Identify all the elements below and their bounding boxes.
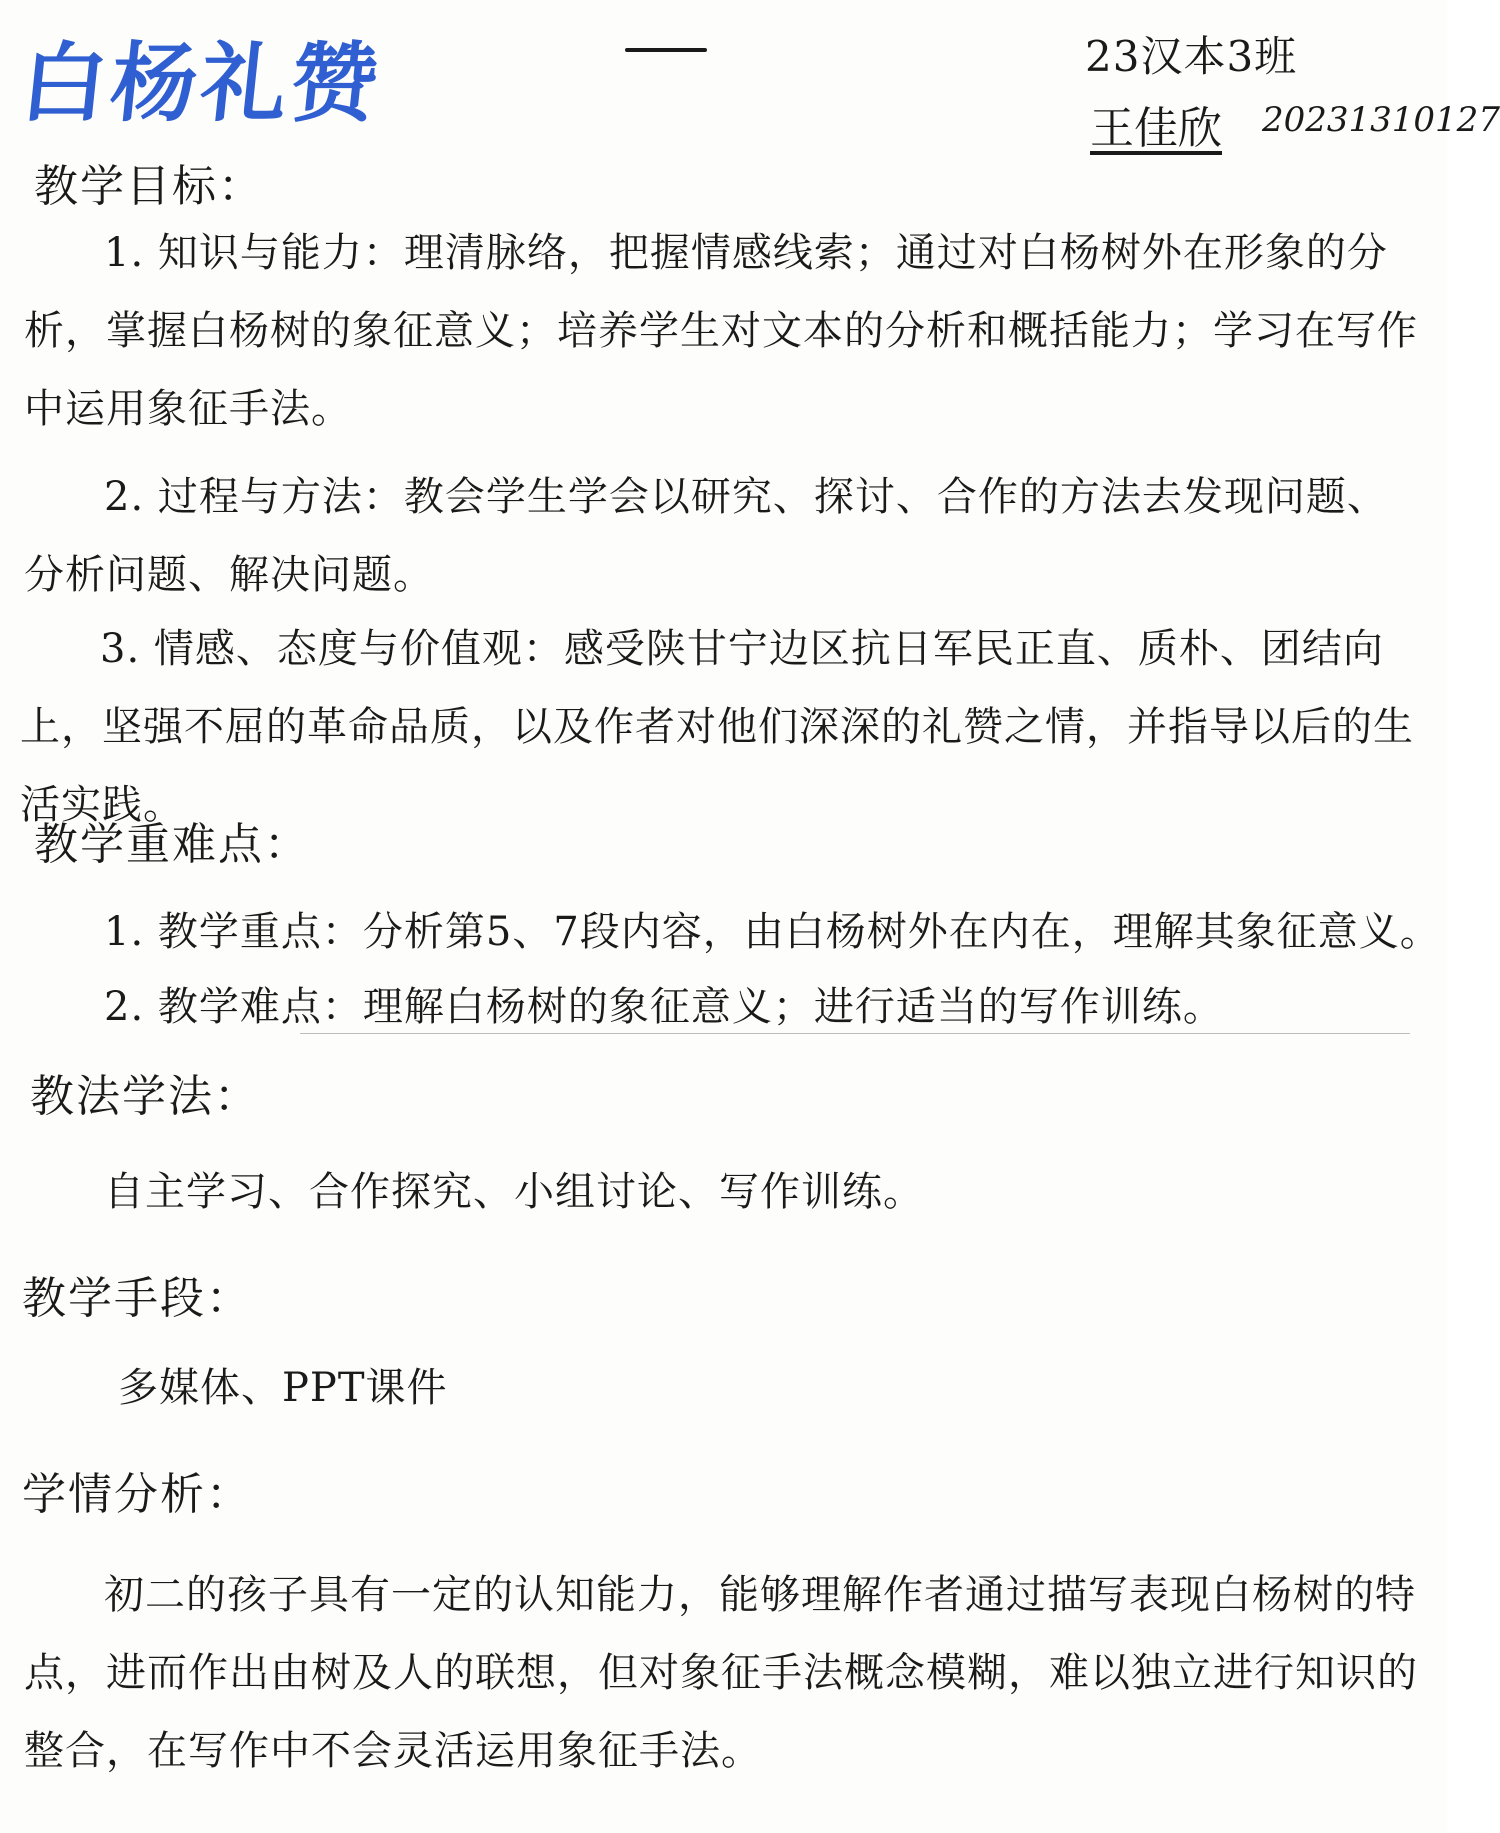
student-name: 王佳欣 [1090, 103, 1222, 154]
objectives-heading: 教学目标： [34, 161, 264, 212]
underline-rule [300, 1033, 1410, 1034]
analysis-content: 初二的孩子具有一定的认知能力，能够理解作者通过描写表现白杨树的特点，进而作出由树及人的联想，但对象征手法概念模糊，难以独立进行知识的整合，在写作中不会灵活运用象征手法。 [24, 1572, 1418, 1774]
title-dash [625, 48, 707, 52]
objective-item-1: 1. 知识与能力：理清脉络，把握情感线索；通过对白杨树外在形象的分析，掌握白杨树的象征意义；培养学生对文本的分析和概括能力；学习在写作中运用象征手法。 [24, 230, 1418, 432]
key-point-item-1: 1. 教学重点：分析第5、7段内容，由白杨树外在内在，理解其象征意义。 [104, 909, 1441, 955]
objective-item-3: 3. 情感、态度与价值观：感受陕甘宁边区抗日军民正直、质朴、团结向上，坚强不屈的革命品质，以及作者对他们深深的礼赞之情，并指导以后的生活实践。 [20, 626, 1414, 828]
methods-heading: 教法学法： [30, 1071, 260, 1122]
student-id: 20231310127 [1262, 100, 1500, 140]
methods-content: 自主学习、合作探究、小组讨论、写作训练。 [104, 1169, 924, 1215]
key-point-item-2: 2. 教学难点：理解白杨树的象征意义；进行适当的写作训练。 [104, 984, 1224, 1030]
class-name: 23汉本3班 [1085, 32, 1298, 81]
analysis-heading: 学情分析： [22, 1469, 252, 1520]
means-heading: 教学手段： [22, 1273, 252, 1324]
means-content: 多媒体、PPT课件 [118, 1365, 448, 1411]
page-title: 白杨礼赞 [15, 34, 387, 134]
objective-item-2: 2. 过程与方法：教会学生学会以研究、探讨、合作的方法去发现问题、分析问题、解决问题。 [24, 474, 1388, 598]
key-points-heading: 教学重难点： [34, 819, 310, 870]
